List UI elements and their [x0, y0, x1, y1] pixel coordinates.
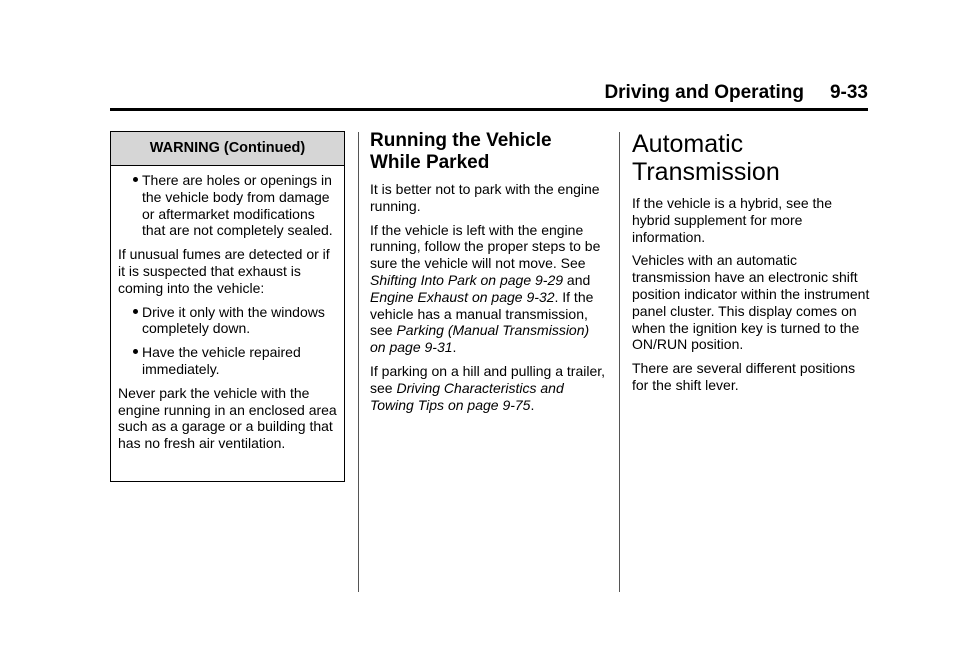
cross-reference-link[interactable]: Driving Characteristics and Towing Tips on page 9-75 — [370, 379, 564, 413]
warning-title: WARNING (Continued) — [111, 132, 344, 166]
cross-reference-link[interactable]: Parking (Manual Transmission) on page 9-31 — [370, 322, 590, 356]
automatic-transmission-section — [632, 130, 870, 401]
cross-reference-link[interactable]: Shifting Into Park on page 9-29 — [370, 271, 564, 288]
cross-reference-link[interactable]: Engine Exhaust on page 9-32 — [370, 288, 555, 305]
body-text: If the vehicle is left with the engine running, follow the proper steps to be sure the vehicle will not move. See — [370, 221, 601, 272]
warning-paragraph: If unusual fumes are detected or if it is suspected that exhaust is coming into the vehicle: — [118, 246, 330, 296]
warning-body — [111, 166, 344, 452]
body-text: . — [530, 396, 535, 413]
heading-line: Transmission — [632, 158, 780, 186]
body-paragraph — [370, 363, 606, 413]
body-text: . If the vehicle has a manual transmission, see — [370, 288, 594, 339]
running-while-parked-section — [370, 130, 606, 420]
heading-line: Automatic — [632, 130, 744, 158]
section-heading — [370, 130, 606, 174]
warning-bullet: Drive it only with the windows completely down. — [118, 304, 338, 338]
body-text: If parking on a hill and pulling a trailer, see — [370, 362, 606, 396]
body-paragraph: There are several different positions for the shift lever. — [632, 360, 856, 393]
warning-box — [110, 131, 345, 482]
body-text: . — [452, 339, 457, 356]
body-paragraph: Vehicles with an automatic transmission have an electronic shift position indicator within the instrument panel cluster. This display comes on when the ignition key is turned to the ON/RUN position. — [632, 252, 870, 353]
column-divider-1 — [358, 132, 359, 592]
column-divider-2 — [619, 132, 620, 592]
body-paragraph — [370, 222, 606, 356]
warning-bullet: Have the vehicle repaired immediately. — [118, 344, 338, 378]
page-number: 9-33 — [829, 82, 868, 103]
warning-bullet: There are holes or openings in the vehicle body from damage or aftermarket modifications that are not completely sealed. — [118, 172, 338, 239]
heading-line: Running the Vehicle — [370, 130, 552, 151]
body-text: and — [566, 271, 591, 288]
header-rule — [110, 108, 868, 111]
section-heading — [632, 130, 870, 186]
body-paragraph: If the vehicle is a hybrid, see the hybrid supplement for more information. — [632, 195, 832, 245]
warning-paragraph: Never park the vehicle with the engine running in an enclosed area such as a garage or a building that has no fresh air ventilation. — [118, 384, 337, 452]
section-title: Driving and Operating — [604, 82, 804, 103]
page-header — [110, 82, 868, 104]
body-paragraph: It is better not to park with the engine running. — [370, 181, 600, 214]
heading-line: While Parked — [370, 152, 490, 173]
